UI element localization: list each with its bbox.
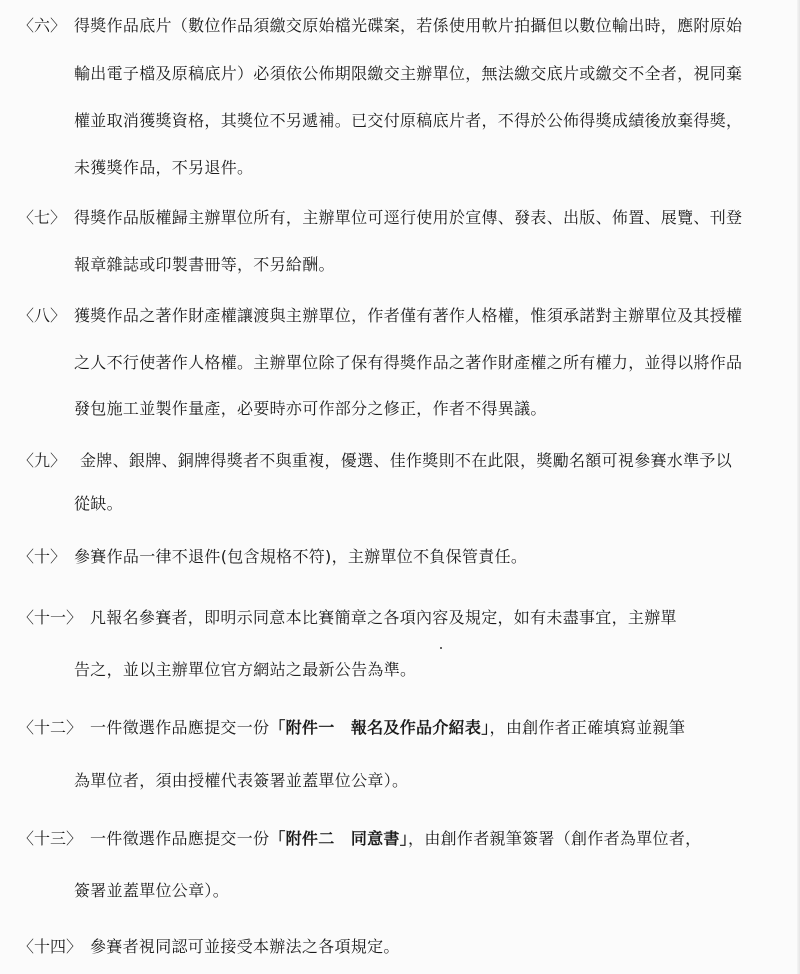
attachment-title: 「附件二 同意書」 <box>269 829 409 848</box>
clause-text: ，由創作者正確填寫並親筆 <box>489 718 686 737</box>
clause-line: 金牌、銀牌、銅牌得獎者不與重複，優選、佳作獎則不在此限，獎勵名額可視參賽水準予以 <box>80 451 733 470</box>
clause-number: 〈十二〉 <box>18 718 83 737</box>
clause-line: 發包施工並製作量產，必要時亦可作部分之修正，作者不得異議。 <box>74 399 547 418</box>
clause-line: 凡報名參賽者，即明示同意本比賽簡章之各項內容及規定，如有未盡事宜，主辦單 <box>90 608 677 627</box>
clause-number: 〈十三〉 <box>18 829 83 848</box>
clause-text: ，由創作者親筆簽署（創作者為單位者， <box>408 829 702 848</box>
clause-line: 從缺。 <box>74 494 123 513</box>
clause-line: 權並取消獲獎資格，其獎位不另遞補。已交付原稿底片者，不得於公佈得獎成績後放棄得獎， <box>74 111 743 130</box>
clause-line: 參賽者視同認可並接受本辦法之各項規定。 <box>90 937 400 956</box>
clause-line: 報章雜誌或印製書冊等，不另給酬。 <box>74 255 335 274</box>
clause-number: 〈十四〉 <box>18 937 83 956</box>
clause-line <box>90 716 685 740</box>
clause-line: 輸出電子檔及原稿底片）必須依公佈期限繳交主辦單位，無法繳交底片或繳交不全者，視同棄 <box>74 64 743 83</box>
clause-line: 得獎作品版權歸主辦單位所有，主辦單位可逕行使用於宣傳、發表、出版、佈置、展覽、刊登 <box>74 208 743 227</box>
clause-line: 參賽作品一律不退件(包含規格不符)，主辦單位不負保管責任。 <box>74 547 528 566</box>
clause-number: 〈八〉 <box>18 306 67 325</box>
clause-number: 〈十一〉 <box>18 608 83 627</box>
attachment-title: 「附件一 報名及作品介紹表」 <box>269 718 490 737</box>
clause-line: 簽署並蓋單位公章）。 <box>74 881 230 900</box>
clause-line: 之人不行使著作人格權。主辦單位除了保有得獎作品之著作財產權之所有權力，並得以將作品 <box>74 353 743 372</box>
clause-number: 〈七〉 <box>18 208 67 227</box>
clause-number: 〈六〉 <box>18 16 67 35</box>
clause-number: 〈九〉 <box>18 451 67 470</box>
clause-line: 未獲獎作品，不另退件。 <box>74 158 254 177</box>
clause-line: 獲獎作品之著作財產權讓渡與主辦單位，作者僅有著作人格權，惟須承諾對主辦單位及其授權 <box>74 306 743 325</box>
clause-number: 〈十〉 <box>18 547 67 566</box>
clause-text: 一件徵選作品應提交一份 <box>90 718 270 737</box>
clause-line: 告之，並以主辦單位官方網站之最新公告為準。 <box>74 660 417 679</box>
clause-text: 一件徵選作品應提交一份 <box>90 829 270 848</box>
clause-line: 得獎作品底片（數位作品須繳交原始檔光碟案，若係使用軟片拍攝但以數位輸出時，應附原始 <box>74 16 743 35</box>
stray-mark <box>440 647 442 649</box>
clause-line: 為單位者，須由授權代表簽署並蓋單位公章）。 <box>74 771 409 790</box>
clause-line <box>90 827 701 851</box>
